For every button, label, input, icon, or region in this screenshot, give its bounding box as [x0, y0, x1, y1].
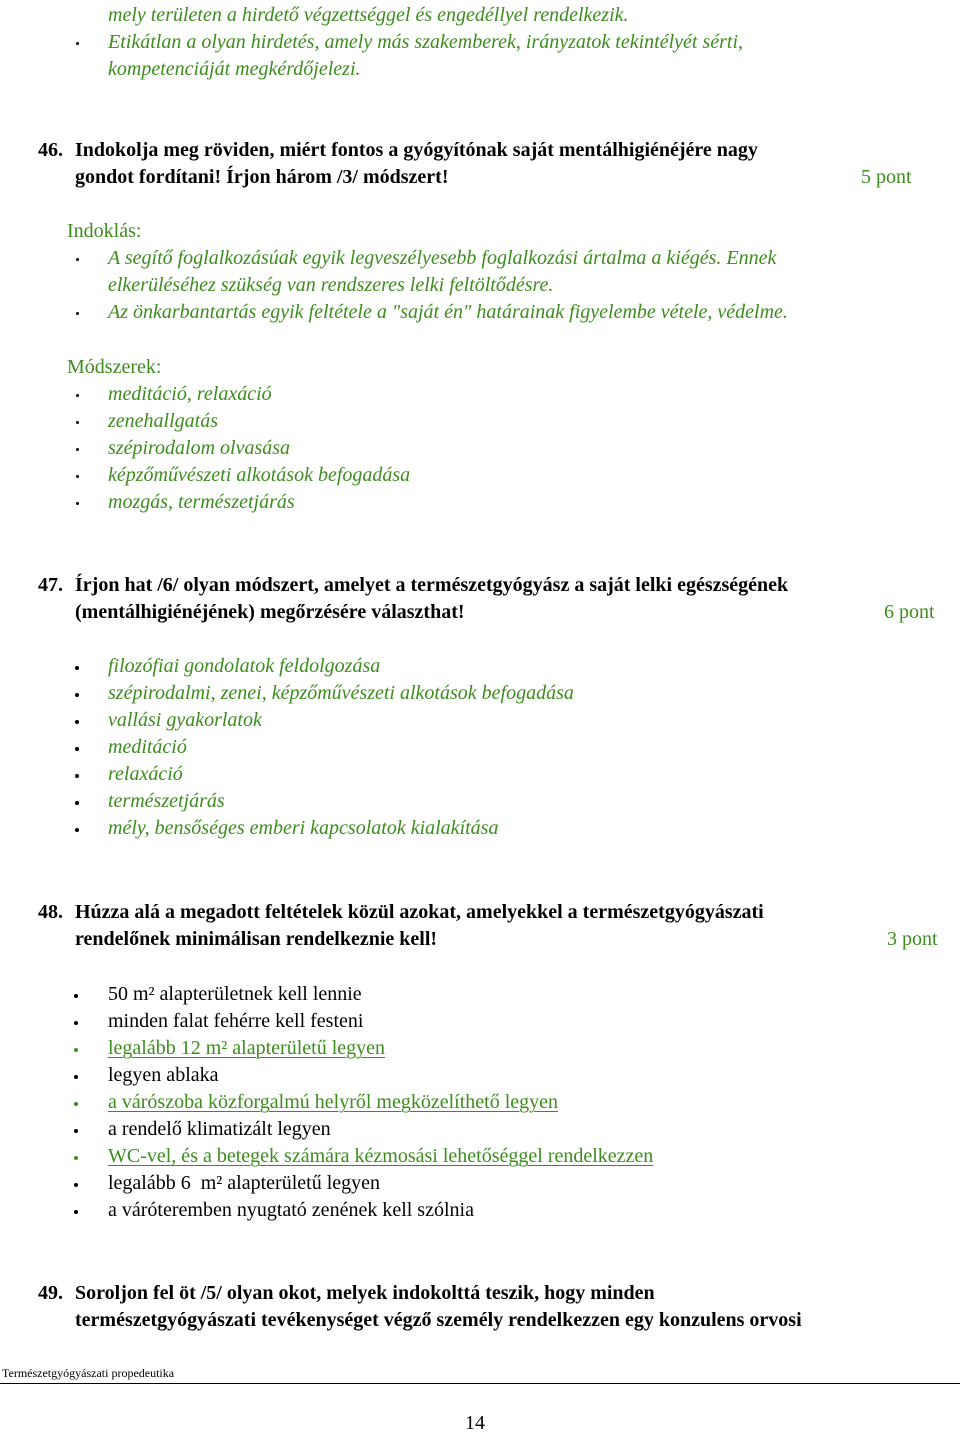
- q46-line1: Indokolja meg röviden, miért fontos a gyógyítónak saját mentálhigiénéjére nagy: [75, 139, 758, 161]
- bullet-icon: [76, 475, 79, 478]
- bullet-icon: [75, 720, 79, 724]
- bullet-icon: [74, 1021, 78, 1025]
- q46-reason-1-line1: A segítő foglalkozásúak egyik legveszélyesebb foglalkozási ártalma a kiégés. Ennek: [108, 247, 777, 269]
- bullet-icon: [76, 502, 79, 505]
- page-number: 14: [465, 1412, 485, 1434]
- fragment-bullet-line1: Etikátlan a olyan hirdetés, amely más szakemberek, irányzatok tekintélyét sérti,: [108, 31, 744, 53]
- q47-points: 6 pont: [884, 601, 935, 623]
- q47-number: 47.: [38, 574, 63, 596]
- q46-line2: gondot fordítani! Írjon három /3/ módszert!: [75, 166, 449, 188]
- bullet-icon: [74, 1156, 78, 1160]
- q48-option-correct: WC-vel, és a betegek számára kézmosási lehetőséggel rendelkezzen: [108, 1145, 654, 1167]
- q47-item: természetjárás: [108, 790, 225, 812]
- q49-line1: Soroljon fel öt /5/ olyan okot, melyek indokolttá teszik, hogy minden: [75, 1282, 655, 1304]
- bullet-icon: [75, 666, 79, 670]
- q48-number: 48.: [38, 901, 63, 923]
- q48-option: a váróteremben nyugtató zenének kell szólnia: [108, 1199, 474, 1221]
- fragment-line: mely területen a hirdető végzettséggel és engedéllyel rendelkezik.: [108, 4, 629, 26]
- bullet-icon: [76, 394, 79, 397]
- q47-item: mély, bensőséges emberi kapcsolatok kialakítása: [108, 817, 499, 839]
- q48-option-correct: legalább 12 m² alapterületű legyen: [108, 1037, 386, 1059]
- bullet-icon: [76, 448, 79, 451]
- bullet-icon: [74, 994, 78, 998]
- bullet-icon: [74, 1129, 78, 1133]
- q48-option: a rendelő klimatizált legyen: [108, 1118, 331, 1140]
- q47-item: relaxáció: [108, 763, 183, 785]
- footer-divider: [0, 1383, 960, 1384]
- bullet-icon: [74, 1102, 78, 1106]
- bullet-icon: [76, 421, 79, 424]
- bullet-icon: [76, 42, 79, 45]
- q48-option: legyen ablaka: [108, 1064, 219, 1086]
- q48-line2: rendelőnek minimálisan rendelkeznie kell!: [75, 928, 438, 950]
- q47-item: filozófiai gondolatok feldolgozása: [108, 655, 381, 677]
- q46-method: képzőművészeti alkotások befogadása: [108, 464, 411, 486]
- q46-method: szépirodalom olvasása: [108, 437, 291, 459]
- bullet-icon: [74, 1075, 78, 1079]
- q47-line1: Írjon hat /6/ olyan módszert, amelyet a természetgyógyász a saját lelki egészségének: [75, 574, 789, 596]
- bullet-icon: [74, 1210, 78, 1214]
- q46-points: 5 pont: [861, 166, 912, 188]
- q47-item: szépirodalmi, zenei, képzőművészeti alkotások befogadása: [108, 682, 574, 704]
- q48-option-correct: a várószoba közforgalmú helyről megközelíthető legyen: [108, 1091, 559, 1113]
- bullet-icon: [76, 312, 79, 315]
- bullet-icon: [75, 801, 79, 805]
- q49-line2: természetgyógyászati tevékenységet végző személy rendelkezzen egy konzulens orvosi: [75, 1309, 802, 1331]
- q48-line1: Húzza alá a megadott feltételek közül azokat, amelyekkel a természetgyógyászati: [75, 901, 764, 923]
- bullet-icon: [75, 693, 79, 697]
- q49-number: 49.: [38, 1282, 63, 1304]
- bullet-icon: [76, 258, 79, 261]
- q46-number: 46.: [38, 139, 63, 161]
- q46-methods-label: Módszerek:: [67, 356, 162, 378]
- bullet-icon: [75, 828, 79, 832]
- q46-reason-label: Indoklás:: [67, 220, 142, 242]
- bullet-icon: [74, 1048, 78, 1052]
- q46-method: meditáció, relaxáció: [108, 383, 272, 405]
- q47-item: meditáció: [108, 736, 187, 758]
- q46-reason-1-line2: elkerüléséhez szükség van rendszeres lelki feltöltődésre.: [108, 274, 554, 296]
- footer-title: Természetgyógyászati propedeutika: [2, 1366, 175, 1380]
- bullet-icon: [74, 1183, 78, 1187]
- bullet-icon: [75, 747, 79, 751]
- q48-points: 3 pont: [887, 928, 938, 950]
- bullet-icon: [75, 774, 79, 778]
- q46-method: mozgás, természetjárás: [108, 491, 295, 513]
- q47-line2: (mentálhigiénéjének) megőrzésére választhat!: [75, 601, 465, 623]
- fragment-bullet-line2: kompetenciáját megkérdőjelezi.: [108, 58, 361, 80]
- q46-reason-2-line1: Az önkarbantartás egyik feltétele a "saját én" határainak figyelembe vétele, védelme.: [108, 301, 788, 323]
- q47-item: vallási gyakorlatok: [108, 709, 262, 731]
- q48-option: minden falat fehérre kell festeni: [108, 1010, 364, 1032]
- q48-option: 50 m² alapterületnek kell lennie: [108, 983, 362, 1005]
- q48-option: legalább 6 m² alapterületű legyen: [108, 1172, 381, 1194]
- q46-method: zenehallgatás: [108, 410, 218, 432]
